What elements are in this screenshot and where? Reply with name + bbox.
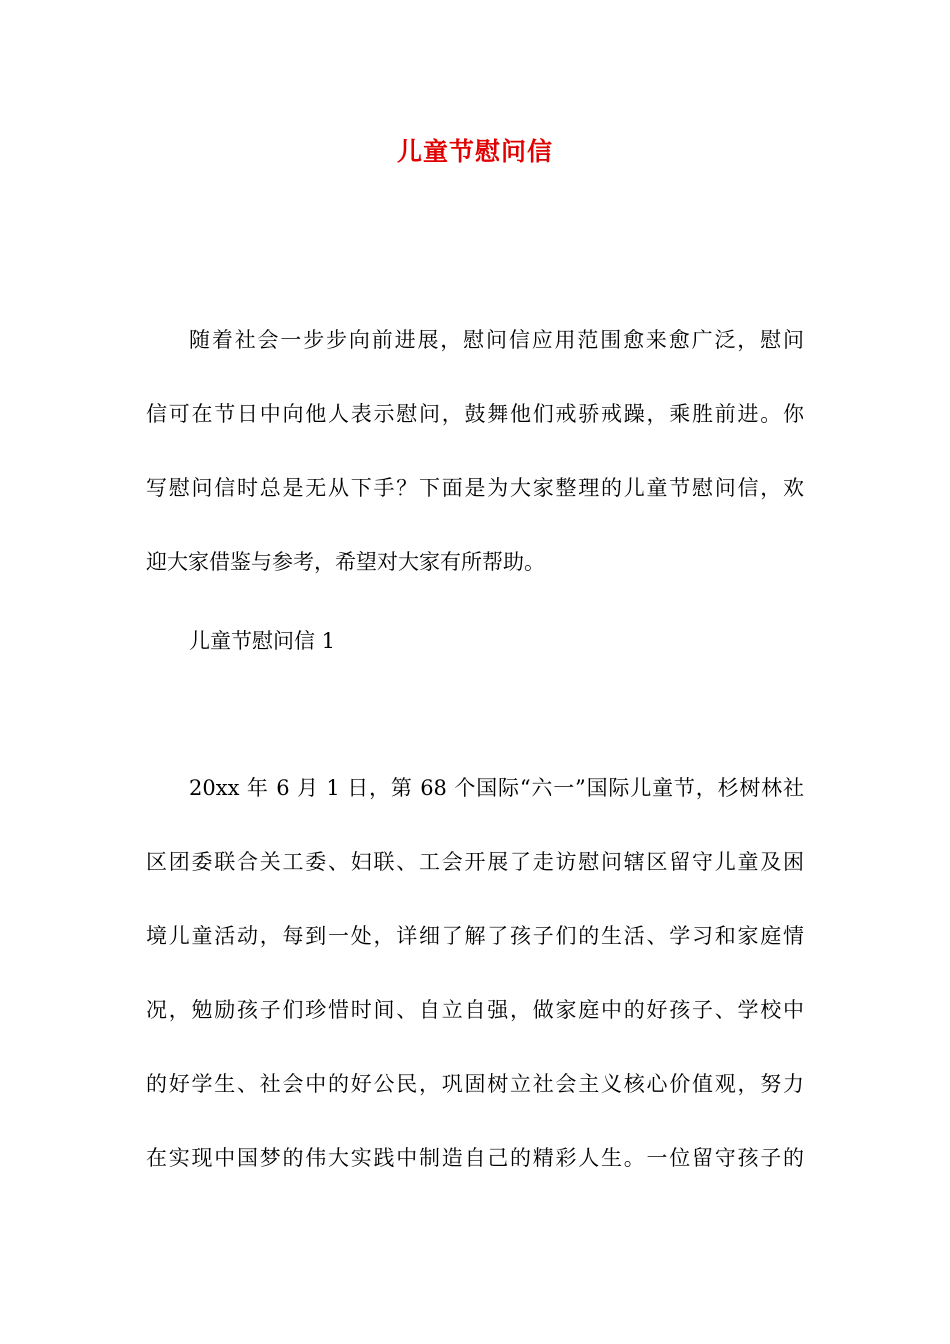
paragraph-line: 在实现中国梦的伟大实践中制造自己的精彩人生。一位留守孩子的: [146, 1146, 804, 1170]
paragraph-line: 20xx 年 6 月 1 日，第 68 个国际“六一”国际儿童节，杉树林社: [189, 776, 804, 800]
paragraph-line: 信可在节日中向他人表示慰问，鼓舞他们戒骄戒躁，乘胜前进。你: [146, 402, 804, 426]
intro-paragraph: [146, 303, 804, 599]
section-heading: 儿童节慰问信 1: [189, 629, 336, 653]
paragraph-line: 迎大家借鉴与参考，希望对大家有所帮助。: [146, 550, 545, 574]
body-paragraph: [146, 751, 804, 1195]
paragraph-line: 境儿童活动，每到一处，详细了解了孩子们的生活、学习和家庭情: [146, 924, 804, 948]
paragraph-line: 随着社会一步步向前进展，慰问信应用范围愈来愈广泛，慰问: [189, 328, 804, 352]
paragraph-line: 的好学生、社会中的好公民，巩固树立社会主义核心价值观，努力: [146, 1072, 804, 1096]
paragraph-line: 况，勉励孩子们珍惜时间、自立自强，做家庭中的好孩子、学校中: [146, 998, 804, 1022]
paragraph-line: 区团委联合关工委、妇联、工会开展了走访慰问辖区留守儿童及困: [146, 850, 804, 874]
document-title: 儿童节慰问信: [396, 137, 553, 166]
paragraph-line: 写慰问信时总是无从下手？下面是为大家整理的儿童节慰问信，欢: [146, 476, 804, 500]
